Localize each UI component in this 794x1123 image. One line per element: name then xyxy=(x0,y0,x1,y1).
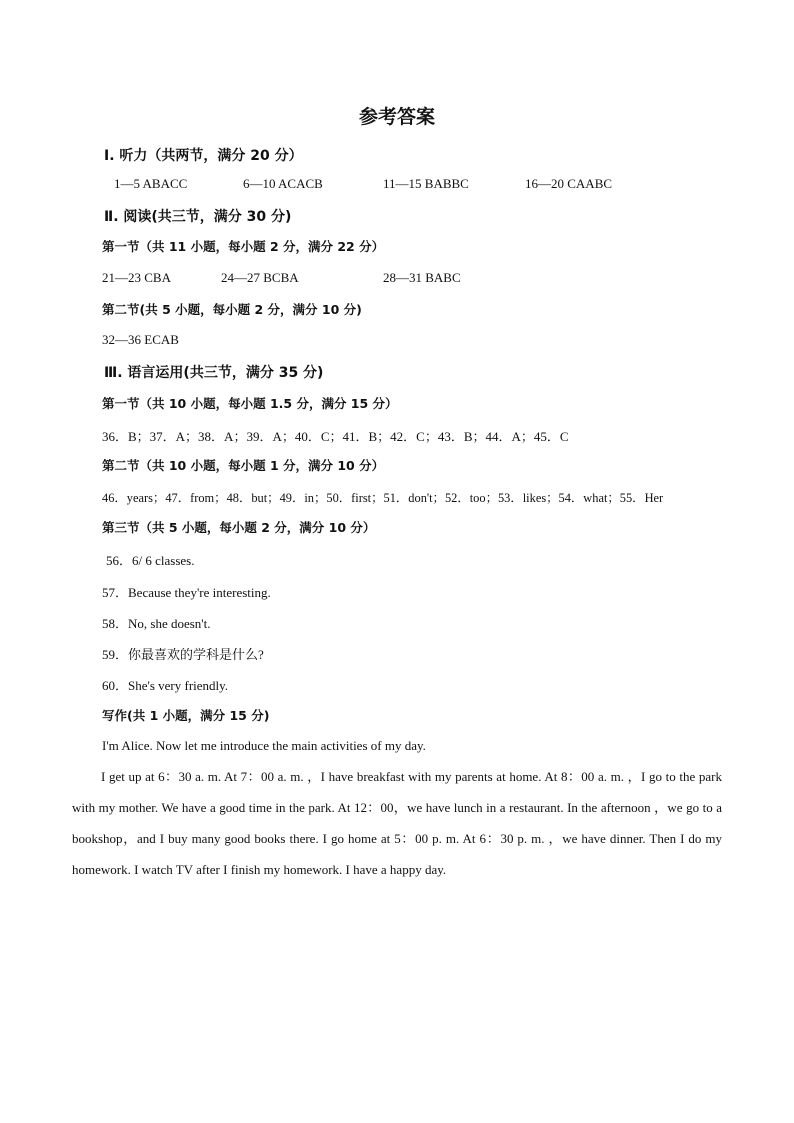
part2-sec1-answer-1: 21—23 CBA xyxy=(102,270,171,285)
part1-answer-2: 6—10 ACACB xyxy=(243,176,323,191)
page-title: 参考答案 xyxy=(358,106,435,128)
part3-sec3-heading: 第三节（共 5 小题，每小题 2 分，满分 10 分） xyxy=(102,520,376,535)
part3-sec3-answer-57: 57．Because they're interesting. xyxy=(102,585,271,600)
part2-sec1-answer-2: 24—27 BCBA xyxy=(221,270,299,285)
writing-paragraph-1: I'm Alice. Now let me introduce the main activities of my day. xyxy=(102,738,426,753)
part3-sec2-answer: 46．years；47．from；48．but；49．in；50．first；51．don't；52．too；53．likes；54．what；55．Her xyxy=(102,491,664,505)
part3-sec2-heading: 第二节（共 10 小题，每小题 1 分，满分 10 分） xyxy=(102,458,385,473)
writing-heading: 写作(共 1 小题，满分 15 分) xyxy=(102,708,270,723)
part3-sec3-answer-59: 59．你最喜欢的学科是什么? xyxy=(102,647,264,662)
part1-answer-3: 11—15 BABBC xyxy=(383,176,469,191)
part2-sec1-heading: 第一节（共 11 小题，每小题 2 分，满分 22 分） xyxy=(102,239,385,254)
part3-sec1-answer: 36．B；37．A；38．A；39．A；40．C；41．B；42．C；43．B；44．A；45．C xyxy=(102,429,569,444)
part1-answer-1: 1—5 ABACC xyxy=(114,176,188,191)
part3-sec3-answer-58: 58．No, she doesn't. xyxy=(102,616,211,631)
part3-heading: Ⅲ. 语言运用(共三节，满分 35 分) xyxy=(104,365,324,381)
part3-sec3-answer-60: 60．She's very friendly. xyxy=(102,678,229,693)
part1-heading: Ⅰ. 听力（共两节，满分 20 分） xyxy=(104,148,303,164)
part1-answer-4: 16—20 CAABC xyxy=(525,176,613,191)
part2-heading: Ⅱ. 阅读(共三节，满分 30 分) xyxy=(104,209,292,225)
part2-sec1-answer-3: 28—31 BABC xyxy=(383,270,461,285)
part2-sec2-answer: 32—36 ECAB xyxy=(102,332,179,347)
writing-paragraph-2: I get up at 6：30 a. m. At 7：00 a. m. ，I have breakfast with my parents at home. At 8：00 a. m. ，I go to the park with my mother. We have a good time in the park. At 12：00，we have lunch in a restaurant. In the afternoon ，we go to a bookshop，and I buy many good books there. I go home at 5：00 p. m. At 6：30 p. m. ，we have dinner. Then I do my homework. I watch TV after I finish my homework. I have a happy day. xyxy=(72,769,722,877)
part3-sec1-heading: 第一节（共 10 小题，每小题 1.5 分，满分 15 分） xyxy=(102,396,398,411)
part3-sec3-answer-56: 56．6/ 6 classes. xyxy=(106,553,195,568)
part2-sec2-heading: 第二节(共 5 小题，每小题 2 分，满分 10 分) xyxy=(102,302,362,317)
